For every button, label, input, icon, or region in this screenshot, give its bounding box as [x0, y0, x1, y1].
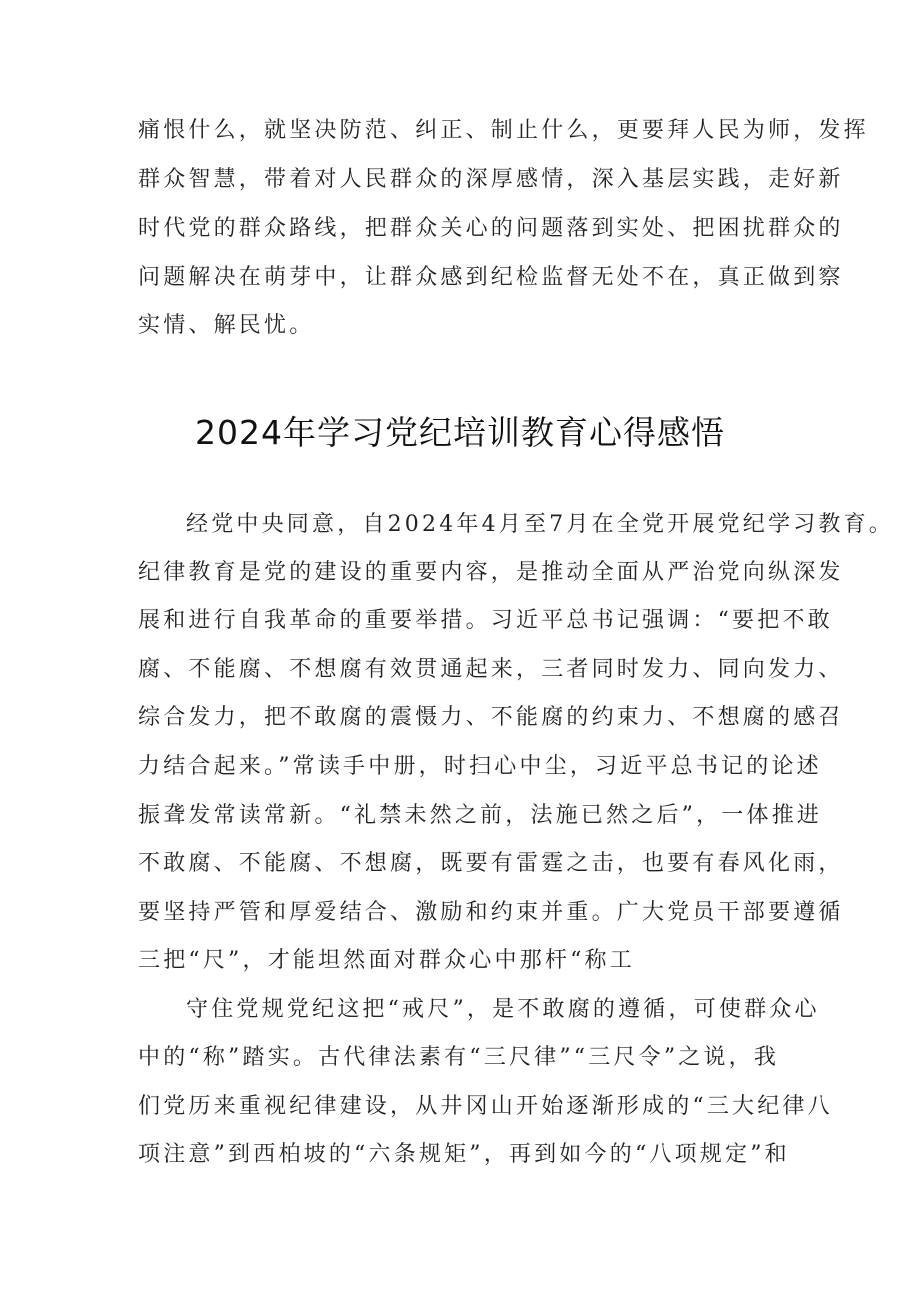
paragraph-line: 守住党规党纪这把“戒尺”，是不敢腐的遵循，可使群众心	[186, 997, 820, 1022]
top-paragraph-line: 问题解决在萌芽中，让群众感到纪检监督无处不在，真正做到察	[138, 265, 844, 290]
top-paragraph-line: 实情、解民忧。	[138, 313, 315, 338]
paragraph-line: 不敢腐、不能腐、不想腐，既要有雷霆之击，也要有春风化雨，	[138, 851, 844, 876]
paragraph-line: 振聋发常读常新。“礼禁未然之前，法施已然之后”，一体推进	[138, 803, 823, 828]
paragraph-line: 要坚持严管和厚爱结合、激励和约束并重。广大党员干部要遵循	[138, 900, 844, 925]
paragraph-line: 腐、不能腐、不想腐有效贯通起来，三者同时发力、同向发力、	[138, 657, 844, 682]
paragraph-line: 纪律教育是党的建设的重要内容，是推动全面从严治党向纵深发	[138, 560, 844, 585]
paragraph-line: 展和进行自我革命的重要举措。习近平总书记强调：“要把不敢	[138, 608, 833, 633]
paragraph-line: 项注意”到西柏坡的“六条规矩”，再到如今的“八项规定”和	[138, 1142, 790, 1167]
top-paragraph-line: 群众智慧，带着对人民群众的深厚感情，深入基层实践，走好新	[138, 167, 844, 192]
top-paragraph-line: 痛恨什么，就坚决防范、纠正、制止什么，更要拜人民为师，发挥	[138, 118, 869, 143]
document-title: 2024年学习党纪培训教育心得感悟	[195, 413, 725, 452]
paragraph-line: 们党历来重视纪律建设，从井冈山开始逐渐形成的“三大纪律八	[138, 1094, 833, 1119]
paragraph-line: 力结合起来。”常读手中册，时扫心中尘，习近平总书记的论述	[138, 754, 822, 779]
paragraph-line: 综合发力，把不敢腐的震慑力、不能腐的约束力、不想腐的感召	[138, 705, 844, 730]
top-paragraph-line: 时代党的群众路线，把群众关心的问题落到实处、把困扰群众的	[138, 216, 844, 241]
paragraph-line: 中的“称”踏实。古代律法素有“三尺律”“三尺令”之说，我	[138, 1045, 780, 1070]
paragraph-line: 经党中央同意，自2024年4月至7月在全党开展党纪学习教育。	[186, 512, 894, 537]
paragraph-line: 三把“尺”，才能坦然面对群众心中那杆“称工	[138, 948, 635, 973]
